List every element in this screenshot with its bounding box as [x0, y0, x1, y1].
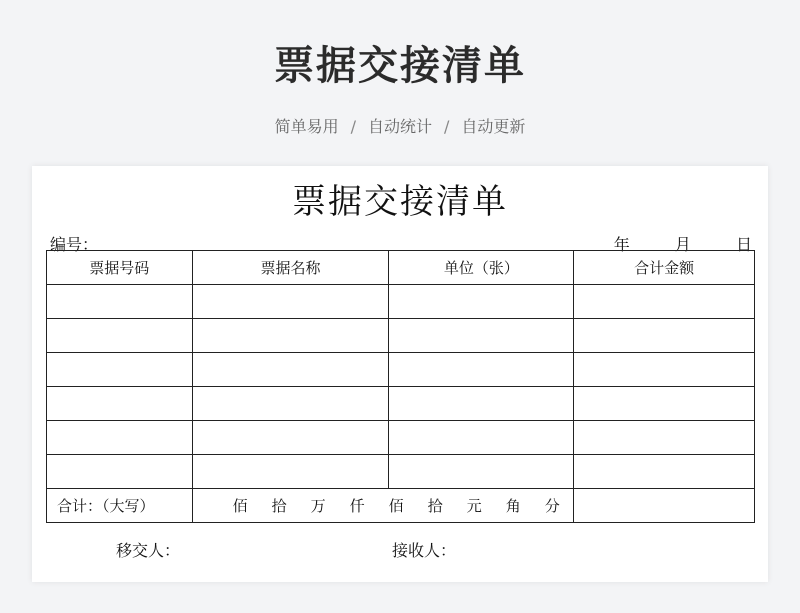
amount-unit: 拾: [427, 497, 443, 515]
table-cell[interactable]: [192, 387, 389, 421]
table-row: [47, 387, 755, 421]
table-cell[interactable]: [389, 285, 574, 319]
table-row: [47, 319, 755, 353]
table-cell[interactable]: [192, 353, 389, 387]
year-label: 年: [613, 235, 630, 254]
feature-tag: 简单易用: [274, 117, 339, 136]
table-cell[interactable]: [192, 285, 389, 319]
table-cell[interactable]: [389, 353, 574, 387]
table-row: [47, 421, 755, 455]
table-cell[interactable]: [47, 319, 193, 353]
table-cell[interactable]: [574, 387, 755, 421]
tag-separator: /: [350, 117, 356, 136]
month-label: 月: [674, 235, 691, 254]
handover-table: [46, 250, 755, 523]
table-cell[interactable]: [47, 455, 193, 489]
table-cell[interactable]: [389, 421, 574, 455]
column-header-unit: 单位（张）: [389, 251, 574, 285]
amount-unit: 角: [505, 497, 521, 515]
form-meta-row: [50, 232, 752, 252]
form-sheet: [32, 166, 768, 582]
total-label: 合计：（大写）: [47, 489, 193, 523]
table-header-row: [47, 251, 755, 285]
table-cell[interactable]: [47, 387, 193, 421]
bottom-fade: [32, 564, 768, 582]
table-cell[interactable]: [47, 353, 193, 387]
table-cell[interactable]: [192, 319, 389, 353]
feature-tag: 自动统计: [367, 117, 432, 136]
signature-row: [116, 538, 716, 558]
table-cell[interactable]: [574, 455, 755, 489]
table-row: [47, 285, 755, 319]
feature-tag: 自动更新: [461, 117, 526, 136]
column-header-name: 票据名称: [192, 251, 389, 285]
feature-tags: [0, 114, 800, 137]
amount-unit: 万: [310, 497, 326, 515]
amount-unit: 佰: [232, 497, 248, 515]
amount-in-words[interactable]: [192, 489, 574, 523]
table-row: [47, 455, 755, 489]
column-header-number: 票据号码: [47, 251, 193, 285]
form-title: 票据交接清单: [292, 182, 508, 222]
table-row: [47, 353, 755, 387]
table-cell[interactable]: [574, 285, 755, 319]
amount-unit: 佰: [388, 497, 404, 515]
table-cell[interactable]: [192, 421, 389, 455]
table-cell[interactable]: [47, 285, 193, 319]
amount-unit: 元: [466, 497, 482, 515]
table-cell[interactable]: [192, 455, 389, 489]
total-row: [47, 489, 755, 523]
total-amount-cell[interactable]: [574, 489, 755, 523]
amount-unit: 分: [544, 497, 560, 515]
column-header-amount: 合计金额: [574, 251, 755, 285]
amount-unit: 拾: [271, 497, 287, 515]
table-cell[interactable]: [389, 455, 574, 489]
page-title: 票据交接清单: [274, 43, 526, 89]
giver-label: 移交人：: [116, 541, 181, 560]
table-cell[interactable]: [389, 319, 574, 353]
table-cell[interactable]: [574, 421, 755, 455]
amount-unit: 仟: [349, 497, 365, 515]
receiver-label: 接收人：: [392, 541, 457, 560]
day-label: 日: [735, 235, 752, 254]
number-label: 编号：: [50, 235, 99, 254]
table-cell[interactable]: [574, 319, 755, 353]
table-cell[interactable]: [574, 353, 755, 387]
tag-separator: /: [444, 117, 450, 136]
table-cell[interactable]: [47, 421, 193, 455]
table-cell[interactable]: [389, 387, 574, 421]
